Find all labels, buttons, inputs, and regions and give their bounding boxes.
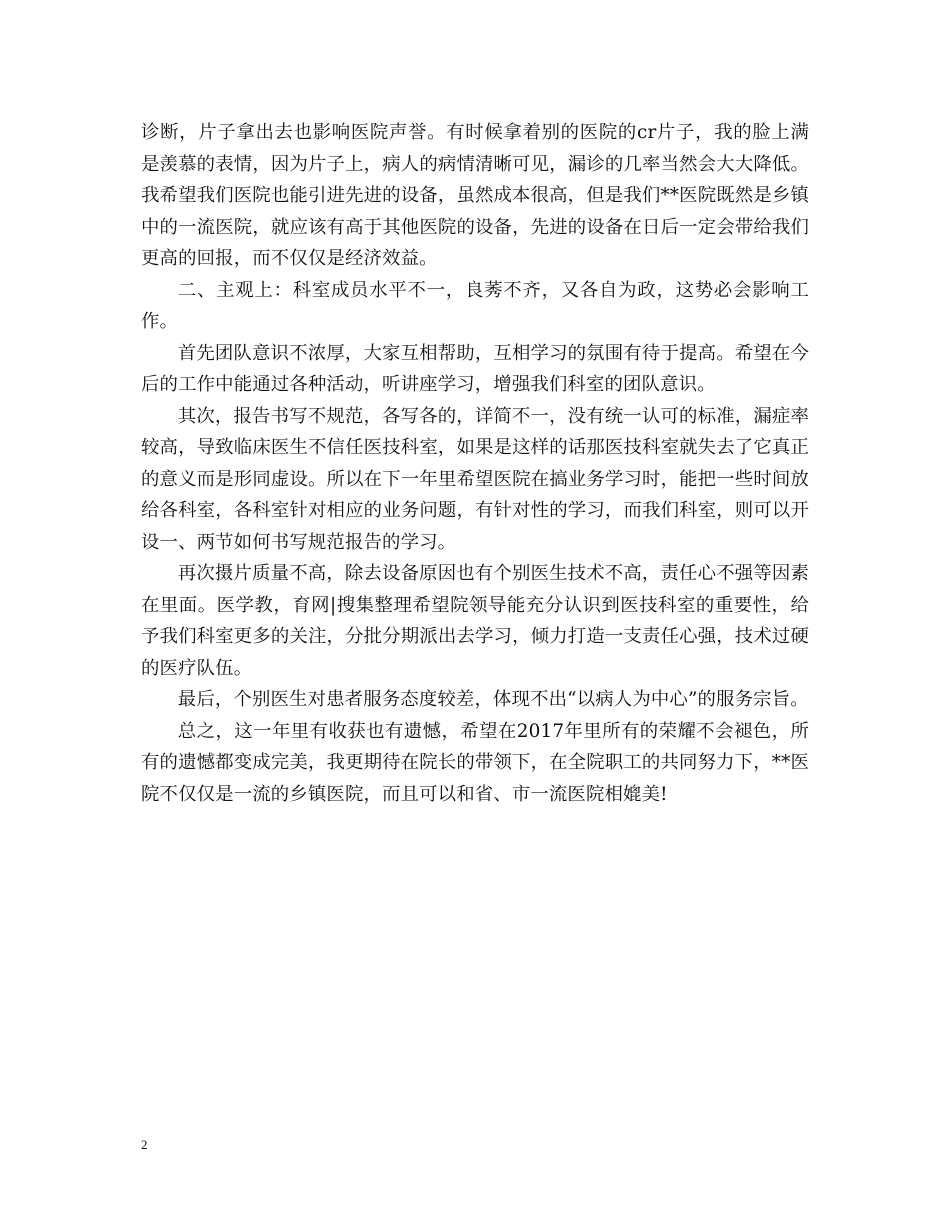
document-body (141, 117, 809, 810)
paragraph-3: 首先团队意识不浓厚，大家互相帮助，互相学习的氛围有待于提高。希望在今后的工作中能通过各种活动，听讲座学习，增强我们科室的团队意识。 (141, 342, 809, 395)
paragraph-7: 总之，这一年里有收获也有遗憾，希望在2017年里所有的荣耀不会褪色，所有的遗憾都变成完美，我更期待在院长的带领下，在全院职工的共同努力下，**医院不仅仅是一流的乡镇医院，而且可以和省、市一流医院相媲美! (141, 720, 809, 805)
page-number: 2 (141, 1137, 148, 1152)
paragraph-4: 其次，报告书写不规范，各写各的，详简不一，没有统一认可的标准，漏症率较高，导致临床医生不信任医技科室，如果是这样的话那医技科室就失去了它真正的意义而是形同虚设。所以在下一年里希望医院在搞业务学习时，能把一些时间放给各科室，各科室针对相应的业务问题，有针对性的学习，而我们科室，则可以开设一、两节如何书写规范报告的学习。 (141, 405, 809, 553)
paragraph-2: 二、主观上：科室成员水平不一，良莠不齐，又各自为政，这势必会影响工作。 (141, 279, 809, 332)
paragraph-1: 诊断，片子拿出去也影响医院声誉。有时候拿着别的医院的cr片子，我的脸上满是羡慕的表情，因为片子上，病人的病情清晰可见，漏诊的几率当然会大大降低。我希望我们医院也能引进先进的设备，虽然成本很高，但是我们**医院既然是乡镇中的一流医院，就应该有高于其他医院的设备，先进的设备在日后一定会带给我们更高的回报，而不仅仅是经济效益。 (141, 122, 809, 269)
paragraph-6: 最后，个别医生对患者服务态度较差，体现不出“以病人为中心”的服务宗旨。 (177, 689, 809, 710)
paragraph-5: 再次摄片质量不高，除去设备原因也有个别医生技术不高，责任心不强等因素在里面。医学教，育网|搜集整理希望院领导能充分认识到医技科室的重要性，给予我们科室更多的关注，分批分期派出去学习，倾力打造一支责任心强，技术过硬的医疗队伍。 (141, 563, 809, 679)
